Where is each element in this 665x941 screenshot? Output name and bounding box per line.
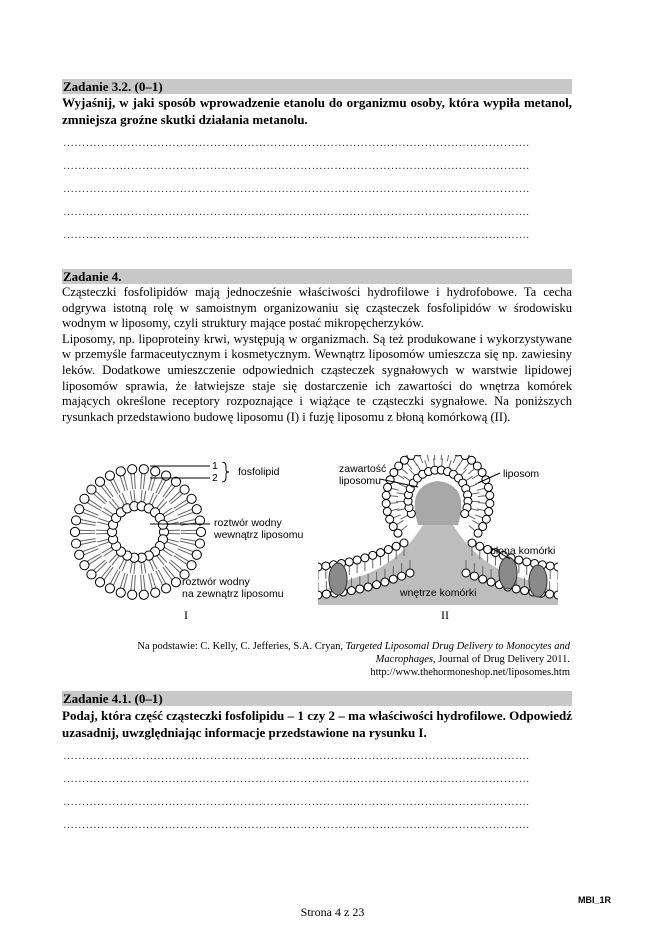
phospholipid-tail — [409, 469, 414, 475]
phospholipid-tail — [134, 473, 135, 489]
phospholipid-head — [361, 554, 369, 562]
phospholipid-head — [523, 558, 531, 566]
task-4-text — [62, 285, 572, 425]
phospholipid-head — [128, 590, 137, 599]
phospholipid-tail — [425, 460, 428, 468]
task-3-2-header: Zadanie 3.2. (0–1) — [62, 79, 572, 94]
phospholipid-tail — [401, 515, 408, 519]
phospholipid-tail — [143, 575, 145, 591]
phospholipid-tail — [453, 456, 456, 463]
liposome-contents-area — [415, 481, 462, 525]
phospholipid-tail — [468, 515, 475, 519]
phospholipid-tail — [98, 518, 109, 522]
task-3-2-question: Wyjaśnij, w jaki sposób wprowadzenie etanolu do organizmu osoby, która wypiła metanol, zmniejsza groźne skutki działania metanolu. — [62, 95, 572, 127]
phospholipid-tail — [472, 520, 479, 524]
task-4-header: Zadanie 4. — [62, 269, 572, 284]
phospholipid-head — [546, 562, 554, 570]
phospholipid-tail — [96, 533, 108, 534]
phospholipid-tail — [141, 473, 142, 489]
phospholipid-tail — [141, 575, 142, 591]
phospholipid-tail — [403, 476, 410, 481]
phospholipid-tail — [97, 522, 109, 525]
phospholipid-tail — [471, 493, 479, 494]
label-contents-1: zawartość — [339, 463, 387, 475]
phospholipid-head — [479, 575, 487, 583]
phospholipid-tail — [84, 549, 99, 555]
phospholipid-tail — [442, 458, 443, 466]
phospholipid-head — [398, 572, 406, 580]
phospholipid-tail — [80, 519, 96, 522]
phospholipid-tail — [134, 490, 135, 502]
phospholipid-head — [515, 556, 523, 564]
phospholipid-tail — [455, 464, 459, 471]
phospholipid-head — [384, 546, 392, 554]
phospholipid-tail — [469, 484, 476, 487]
phospholipid-tail — [427, 455, 429, 461]
phospholipid-tail — [397, 475, 404, 479]
phospholipid-head — [369, 551, 377, 559]
phospholipid-tail — [96, 530, 108, 531]
phospholipid-head — [356, 585, 364, 593]
phospholipid-head — [322, 562, 330, 570]
phospholipid-head — [389, 575, 397, 583]
phospholipid-head — [382, 499, 390, 507]
label-liposome: liposom — [503, 468, 540, 480]
answer-line[interactable]: ……………………………………………………………………………………………………………. — [63, 160, 530, 172]
phospholipid-tail — [97, 539, 109, 542]
phospholipid-tail — [130, 561, 132, 573]
phospholipid-head — [400, 539, 408, 547]
phospholipid-tail — [80, 539, 96, 541]
phospholipid-head — [345, 558, 353, 566]
phospholipid-head — [383, 508, 391, 516]
phospholipid-tail — [449, 460, 452, 468]
phospholipid-head — [470, 572, 478, 580]
phospholipid-tail — [407, 463, 412, 469]
answer-line[interactable]: ……………………………………………………………………………………………………………. — [63, 206, 530, 218]
phospholipid-tail — [82, 546, 97, 551]
phospholipid-tail — [80, 541, 96, 544]
phospholipid-head — [105, 471, 114, 480]
phospholipid-tail — [112, 556, 119, 565]
phospholipid-tail — [134, 575, 135, 591]
membrane-protein — [329, 563, 347, 595]
phospholipid-head — [474, 529, 482, 537]
phospholipid-head — [381, 578, 389, 586]
source-url: http://www.thehormoneshop.net/liposomes.htm — [370, 667, 570, 678]
phospholipid-head — [116, 588, 125, 597]
phospholipid-head — [392, 542, 400, 550]
phospholipid-head — [484, 483, 492, 491]
phospholipid-tail — [441, 455, 442, 460]
phospholipid-head — [70, 527, 79, 536]
phospholipid-tail — [420, 456, 423, 463]
phospholipid-head — [406, 569, 414, 577]
label-1: 1 — [212, 460, 218, 472]
label-inside-water-2: wewnątrz liposomu — [214, 529, 304, 541]
phospholipid-tail — [104, 549, 114, 556]
figure-source: Na podstawie: C. Kelly, C. Jefferies, S.A. Cryan, Targeted Liposomal Drug Delivery to Monocytes and Macrophages, Journal of Drug Delivery 2011. http://www.thehormoneshop.net/liposomes.htm — [137, 641, 570, 678]
phospholipid-tail — [417, 464, 421, 471]
label-2: 2 — [212, 472, 218, 484]
phospholipid-head — [322, 590, 330, 598]
figure-II-label: II — [441, 608, 449, 622]
phospholipid-head — [75, 505, 84, 514]
phospholipid-head — [105, 584, 114, 593]
figure-I-label: I — [184, 608, 188, 622]
phospholipid-head — [364, 583, 372, 591]
label-inside-water-1: roztwór wodny — [214, 517, 282, 529]
phospholipid-head — [128, 465, 137, 474]
phospholipid-tail — [98, 542, 109, 546]
phospholipid-head — [71, 539, 80, 548]
phospholipid-tail — [109, 502, 117, 511]
phospholipid-tail — [468, 469, 474, 474]
answer-line[interactable]: ……………………………………………………………………………………………………………. — [63, 750, 530, 762]
phospholipid-tail — [433, 458, 434, 466]
phospholipid-head — [151, 588, 160, 597]
answer-line[interactable]: ……………………………………………………………………………………………………………. — [63, 796, 530, 808]
phospholipid-tail — [102, 511, 112, 517]
answer-line[interactable]: ……………………………………………………………………………………………………………. — [63, 137, 530, 149]
phospholipid-tail — [80, 523, 96, 525]
phospholipid-head — [353, 556, 361, 564]
phospholipid-tail — [391, 488, 399, 490]
phospholipid-tail — [402, 469, 408, 474]
phospholipid-tail — [104, 508, 114, 515]
phospholipid-tail — [464, 463, 469, 469]
phospholipid-head — [377, 549, 385, 557]
phospholipid-head — [486, 491, 494, 499]
phospholipid-tail — [461, 469, 466, 475]
phospholipid-head — [139, 465, 148, 474]
phospholipid-head — [386, 515, 394, 523]
phospholipid-head — [347, 587, 355, 595]
phospholipid-tail — [113, 571, 120, 586]
phospholipid-tail — [144, 561, 146, 573]
phospholipid-tail — [144, 491, 146, 503]
task-4-1-question: Podaj, która część cząsteczki fosfolipidu – 1 czy 2 – ma właściwości hydrofilowe. Odpowiedź uzasadnij, uwzględniając informacje przedstawione na rysunku I. — [62, 708, 572, 740]
phospholipid-tail — [434, 455, 435, 460]
phospholipid-tail — [131, 473, 133, 489]
phospholipid-tail — [131, 575, 133, 591]
phospholipid-head — [161, 584, 170, 593]
phospholipid-head — [87, 570, 96, 579]
phospholipid-tail — [397, 520, 404, 524]
label-outside-water-1: roztwór wodny — [182, 576, 250, 588]
phospholipid-tail — [82, 512, 97, 517]
phospholipid-tail — [447, 455, 449, 461]
page-number: Strona 4 z 23 — [300, 905, 365, 919]
phospholipid-head — [80, 561, 89, 570]
exam-code: MBI_1R — [578, 895, 612, 905]
phospholipid-tail — [141, 490, 142, 502]
membrane-protein — [529, 565, 547, 597]
phospholipid-tail — [390, 496, 398, 497]
task-4-1-header: Zadanie 4.1. (0–1) — [62, 691, 572, 706]
phospholipid-head — [95, 578, 104, 587]
phospholipid-tail — [109, 554, 117, 563]
phospholipid-tail — [113, 478, 120, 493]
phospholipid-head — [318, 591, 322, 599]
phospholipid-tail — [84, 509, 99, 515]
phospholipid-tail — [110, 480, 118, 494]
label-fosfolipid: fosfolipid — [238, 466, 280, 478]
phospholipid-tail — [397, 493, 405, 494]
phospholipid-head — [487, 578, 495, 586]
phospholipid-head — [486, 499, 494, 507]
label-membrane: błona komórki — [490, 545, 556, 557]
phospholipid-head — [382, 491, 390, 499]
phospholipid-head — [407, 455, 415, 460]
answer-line[interactable]: ……………………………………………………………………………………………………………. — [63, 773, 530, 785]
phospholipid-head — [389, 523, 397, 531]
phospholipid-tail — [143, 473, 145, 489]
phospholipid-head — [554, 563, 558, 571]
phospholipid-head — [116, 467, 125, 476]
phospholipid-tail — [475, 515, 482, 518]
phospholipid-head — [462, 569, 470, 577]
answer-line[interactable]: ……………………………………………………………………………………………………………. — [63, 819, 530, 831]
phospholipid-head — [468, 539, 476, 547]
phospholipid-head — [546, 590, 554, 598]
phospholipid-head — [482, 515, 490, 523]
phospholipid-head — [318, 563, 322, 571]
answer-line[interactable]: ……………………………………………………………………………………………………………. — [63, 183, 530, 195]
answer-line[interactable]: ……………………………………………………………………………………………………………. — [63, 229, 530, 241]
phospholipid-tail — [477, 488, 485, 490]
phospholipid-head — [87, 485, 96, 494]
phospholipid-head — [485, 508, 493, 516]
phospholipid-head — [521, 587, 529, 595]
phospholipid-tail — [469, 525, 475, 530]
paragraph: Liposomy, np. lipoproteiny krwi, występują w organizmach. Są też produkowane i wykorzystywane w przemyśle farmaceutycznym i kosmetycznym. Wewnątrz liposomów umieszcza się np. zawiesiny leków. Dodatkowe umieszczenie odpowiednich cząsteczek sygnałowych w warstwie lipidowej liposomów sprawia, że łatwiejsze staje się dostarczenie ich zawartości do wnętrza komórek mających określone receptory rozpoznające i wiążące te cząsteczki sygnałowe. Na poniższych rysunkach przedstawiono budowę liposomu (I) i fuzję liposomu z błoną komórkową (II). — [62, 331, 572, 424]
phospholipid-tail — [130, 491, 132, 503]
phospholipid-tail — [141, 562, 142, 574]
phospholipid-head — [476, 542, 484, 550]
phospholipid-tail — [110, 570, 118, 584]
phospholipid-tail — [102, 547, 112, 553]
paragraph: Cząsteczki fosfolipidów mają jednocześnie właściwości hydrofilowe i hydrofobowe. Ta cecha odgrywa istotną rolę w samoistnym organizowaniu się cząsteczek fosfolipidów w środowisku wodnym w liposomy, czyli struktury mające postać mikropęcherzyków. — [62, 285, 572, 331]
phospholipid-head — [554, 591, 558, 599]
label-outside-water-2: na zewnątrz liposomu — [182, 588, 284, 600]
membrane-protein — [499, 557, 517, 589]
phospholipid-head — [75, 550, 84, 559]
phospholipid-tail — [134, 562, 135, 574]
phospholipid-tail — [478, 503, 486, 504]
phospholipid-tail — [466, 476, 473, 481]
phospholipid-tail — [401, 525, 407, 530]
phospholipid-head — [80, 494, 89, 503]
phospholipid-tail — [472, 475, 479, 479]
phospholipid-head — [461, 510, 469, 518]
label-cell-interior: wnętrze komórki — [400, 587, 477, 599]
phospholipid-head — [95, 477, 104, 486]
phospholipid-tail — [478, 496, 486, 497]
phospholipid-tail — [112, 499, 119, 508]
phospholipid-tail — [390, 503, 398, 504]
phospholipid-head — [373, 581, 381, 589]
phospholipid-head — [71, 516, 80, 525]
phospholipid-tail — [393, 515, 400, 518]
phospholipid-head — [384, 483, 392, 491]
label-contents-2: liposomu — [339, 475, 382, 487]
phospholipid-head — [139, 590, 148, 599]
